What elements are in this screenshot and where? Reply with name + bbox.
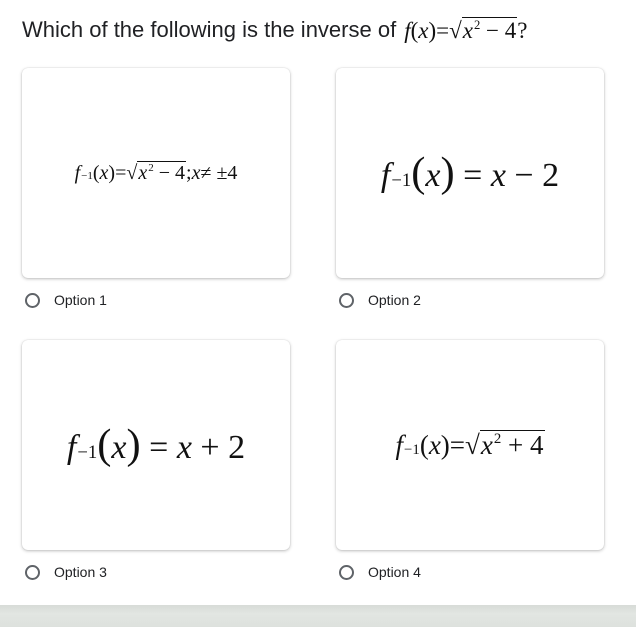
question-text	[22, 10, 622, 50]
option-2-image[interactable]	[336, 68, 604, 278]
option-1-image[interactable]	[22, 68, 290, 278]
question-formula: f ( x ) = √ $x^2 - 4$ ?	[404, 17, 528, 43]
option-2-choice[interactable]	[336, 288, 421, 312]
option-4-choice[interactable]	[336, 560, 421, 584]
bottom-bar	[0, 605, 636, 627]
option-1-formula: f −1 ( x ) = √ $x^2 - 4$ ; x ≠ ±4	[74, 162, 238, 184]
option-2-radio[interactable]	[339, 293, 354, 308]
option-1-label: Option 1	[54, 292, 107, 308]
question-sqrt: √ $x^2 - 4$	[449, 17, 517, 43]
option-3-formula: f −1 ( x ) = x + 2	[66, 420, 246, 468]
option-3-image[interactable]	[22, 340, 290, 550]
option-1-choice[interactable]	[22, 288, 107, 312]
option-2-label: Option 2	[368, 292, 421, 308]
option-1-radio[interactable]	[25, 293, 40, 308]
option-4-formula: f −1 ( x ) = √ $x^2 + 4$	[395, 429, 544, 460]
option-3-radio[interactable]	[25, 565, 40, 580]
option-2-formula: f −1 ( x ) = x − 2	[380, 148, 560, 196]
option-3-label: Option 3	[54, 564, 107, 580]
question-label: Which of the following is the inverse of	[22, 17, 397, 42]
option-4-radio[interactable]	[339, 565, 354, 580]
option-4-image[interactable]	[336, 340, 604, 550]
option-4-label: Option 4	[368, 564, 421, 580]
option-3-choice[interactable]	[22, 560, 107, 584]
